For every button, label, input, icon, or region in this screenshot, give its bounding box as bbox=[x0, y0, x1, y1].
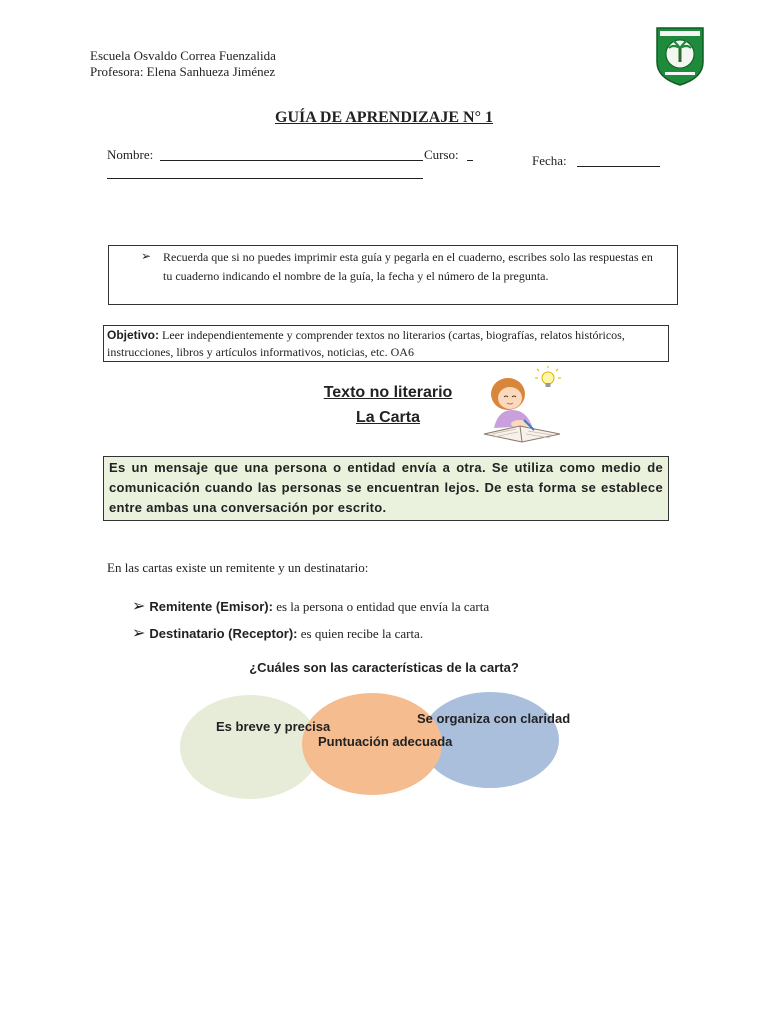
objective-text: Leer independientemente y comprender textos no literarios (cartas, biografías, relatos históricos, instrucciones, libros y artículos informativos, noticias, etc. OA6 bbox=[107, 328, 625, 359]
venn-label-organiza: Se organiza con claridad bbox=[417, 711, 571, 726]
page-title: GUÍA DE APRENDIZAJE N° 1 bbox=[275, 109, 493, 126]
name-field[interactable] bbox=[160, 160, 423, 161]
venn-circle-breve bbox=[180, 695, 320, 799]
teacher-name: Profesora: Elena Sanhueza Jiménez bbox=[90, 64, 276, 79]
date-label: Fecha: bbox=[532, 153, 567, 168]
list-item-destinatario bbox=[132, 623, 423, 643]
characteristics-question: ¿Cuáles son las características de la carta? bbox=[249, 660, 519, 675]
objective-box bbox=[103, 325, 669, 362]
arrow-bullet-icon: ➢ bbox=[132, 625, 146, 642]
intro-text: En las cartas existe un remitente y un destinatario: bbox=[107, 560, 369, 575]
venn-label-puntuacion: Puntuación adecuada bbox=[318, 734, 453, 749]
girl-writing-illustration bbox=[476, 366, 568, 446]
list-item-remitente bbox=[132, 596, 489, 616]
venn-label-breve: Es breve y precisa bbox=[216, 719, 331, 734]
term-label: Remitente (Emisor): bbox=[149, 599, 273, 614]
lightbulb-icon bbox=[535, 366, 561, 387]
section-subtitle: La Carta bbox=[355, 409, 421, 426]
course-label: Curso: bbox=[424, 147, 459, 162]
definition-box: Es un mensaje que una persona o entidad envía a otra. Se utiliza como medio de comunicación cuando las personas se encuentran lejos. De esta forma se establece entre ambas una conversación por escrito. bbox=[103, 456, 669, 521]
section-title: Texto no literario bbox=[323, 384, 453, 401]
arrow-bullet-icon: ➢ bbox=[141, 249, 152, 263]
term-description: es la persona o entidad que envía la carta bbox=[276, 599, 490, 614]
school-crest-icon bbox=[655, 24, 705, 86]
arrow-bullet-icon: ➢ bbox=[132, 598, 146, 615]
term-description: es quien recibe la carta. bbox=[300, 626, 424, 641]
reminder-box bbox=[108, 245, 678, 305]
course-field[interactable] bbox=[467, 160, 473, 161]
reminder-text: Recuerda que si no puedes imprimir esta guía y pegarla en el cuaderno, escribes solo las respuestas en tu cuaderno indicando el nombre de la guía, la fecha y el número de la pregunta. bbox=[163, 250, 653, 283]
school-name: Escuela Osvaldo Correa Fuenzalida bbox=[90, 48, 276, 63]
date-field[interactable] bbox=[577, 166, 660, 167]
name-field-continuation[interactable] bbox=[107, 178, 423, 179]
school-header bbox=[90, 48, 276, 80]
term-label: Destinatario (Receptor): bbox=[149, 626, 298, 641]
objective-label: Objetivo: bbox=[107, 328, 160, 342]
name-label: Nombre: bbox=[107, 147, 154, 162]
